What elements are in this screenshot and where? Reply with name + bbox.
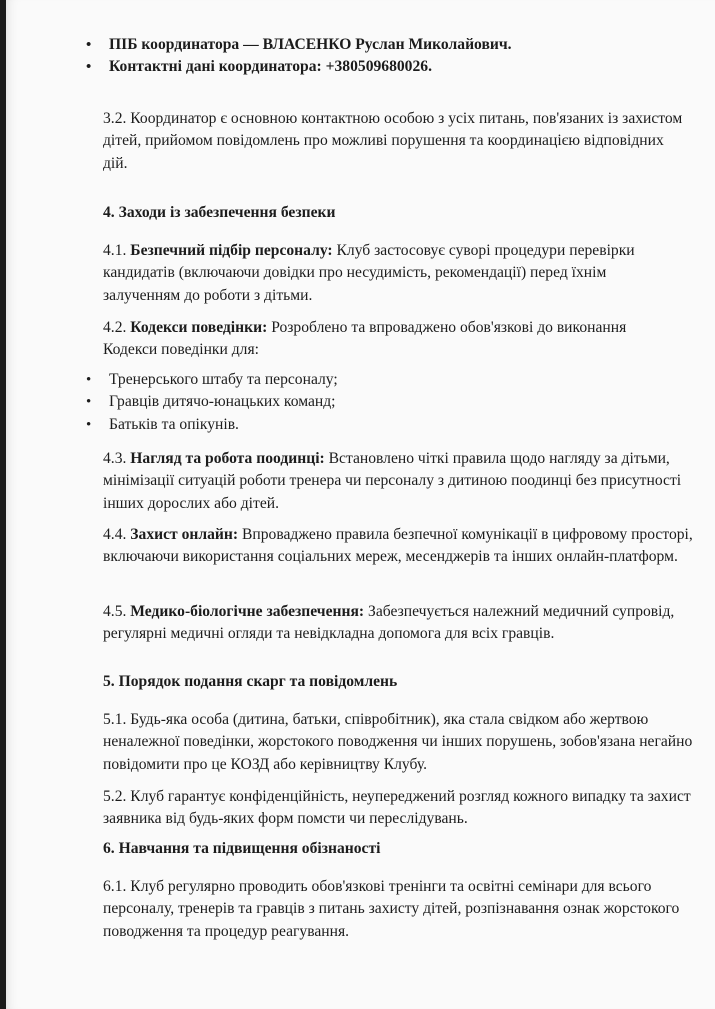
- section-5-heading: 5. Порядок подання скарг та повідомлень: [103, 673, 398, 690]
- p4-1-title: Безпечний підбір персоналу:: [130, 242, 333, 259]
- paragraph-4-2: [103, 317, 683, 362]
- paragraph-4-1: [103, 240, 683, 307]
- p4-2-text: Розроблено та впроваджено обов'язкові до виконання Кодекси поведінки для:: [103, 319, 627, 359]
- p4-4-text: Впроваджено правила безпечної комунікації в цифровому просторі, включаючи використання соціальних мереж, месенджерів та інших онлайн-платформ.: [103, 526, 693, 566]
- codes-list-item: • Гравців дитячо-юнацьких команд;: [80, 391, 680, 413]
- p4-4-title: Захист онлайн:: [130, 526, 239, 543]
- paragraph-4-5: [103, 601, 703, 646]
- coordinator-name: • ПІБ координатора — ВЛАСЕНКО Руслан Миколайович.: [80, 34, 680, 56]
- p4-4-number: 4.4.: [103, 526, 131, 543]
- paragraph-3-2: 3.2. Координатор є основною контактною особою з усіх питань, пов'язаних із захистом дітей, прийомом повідомлень про можливі порушення та координацією відповідних дій.: [103, 110, 683, 172]
- paragraph-4-4: [103, 524, 706, 569]
- document-page: [6, 0, 715, 1009]
- section-6-heading: 6. Навчання та підвищення обізнаності: [103, 840, 381, 857]
- p4-1-text: Клуб застосовує суворі процедури перевірки кандидатів (включаючи довідки про несудимість, рекомендації) перед їхнім залученням до роботи з дітьми.: [103, 242, 635, 304]
- coordinator-contact: • Контактні дані координатора: +380509680026.: [80, 56, 680, 78]
- p4-5-number: 4.5.: [103, 603, 131, 620]
- p4-5-title: Медико-біологічне забезпечення:: [130, 603, 365, 620]
- p4-5-text: Забезпечується належний медичний супровід, регулярні медичні огляди та невідкладна допомога для всіх гравців.: [103, 603, 675, 643]
- paragraph-4-3: [103, 448, 703, 515]
- codes-of-conduct-list: [80, 369, 680, 436]
- p4-3-text: Встановлено чіткі правила щодо нагляду за дітьми, мінімізації ситуацій роботи тренера чи персоналу з дитиною поодинці без присутності інших дорослих або дітей.: [103, 450, 682, 512]
- p4-2-title: Кодекси поведінки:: [130, 319, 268, 336]
- coordinator-info-list: [80, 34, 680, 79]
- p4-3-title: Нагляд та робота поодинці:: [130, 450, 325, 467]
- codes-list-item: • Батьків та опікунів.: [80, 414, 680, 436]
- p4-1-number: 4.1.: [103, 242, 131, 259]
- codes-list-item: • Тренерського штабу та персоналу;: [80, 369, 680, 391]
- p4-3-number: 4.3.: [103, 450, 131, 467]
- paragraph-5-2: 5.2. Клуб гарантує конфіденційність, неупереджений розгляд кожного випадку та захист заявника від будь-яких форм помсти чи переслідувань.: [103, 788, 691, 828]
- section-4-heading: 4. Заходи із забезпечення безпеки: [103, 204, 336, 221]
- paragraph-6-1: 6.1. Клуб регулярно проводить обов'язкові тренінги та освітні семінари для всього персоналу, тренерів та гравців з питань захисту дітей, розпізнавання ознак жорстокого поводження та процедур реагування.: [103, 878, 680, 940]
- paragraph-5-1: 5.1. Будь-яка особа (дитина, батьки, співробітник), яка стала свідком або жертвою неналежної поведінки, жорстокого поводження чи інших порушень, зобов'язана негайно повідомити про це КОЗД або керівництву Клубу.: [103, 711, 693, 773]
- p4-2-number: 4.2.: [103, 319, 131, 336]
